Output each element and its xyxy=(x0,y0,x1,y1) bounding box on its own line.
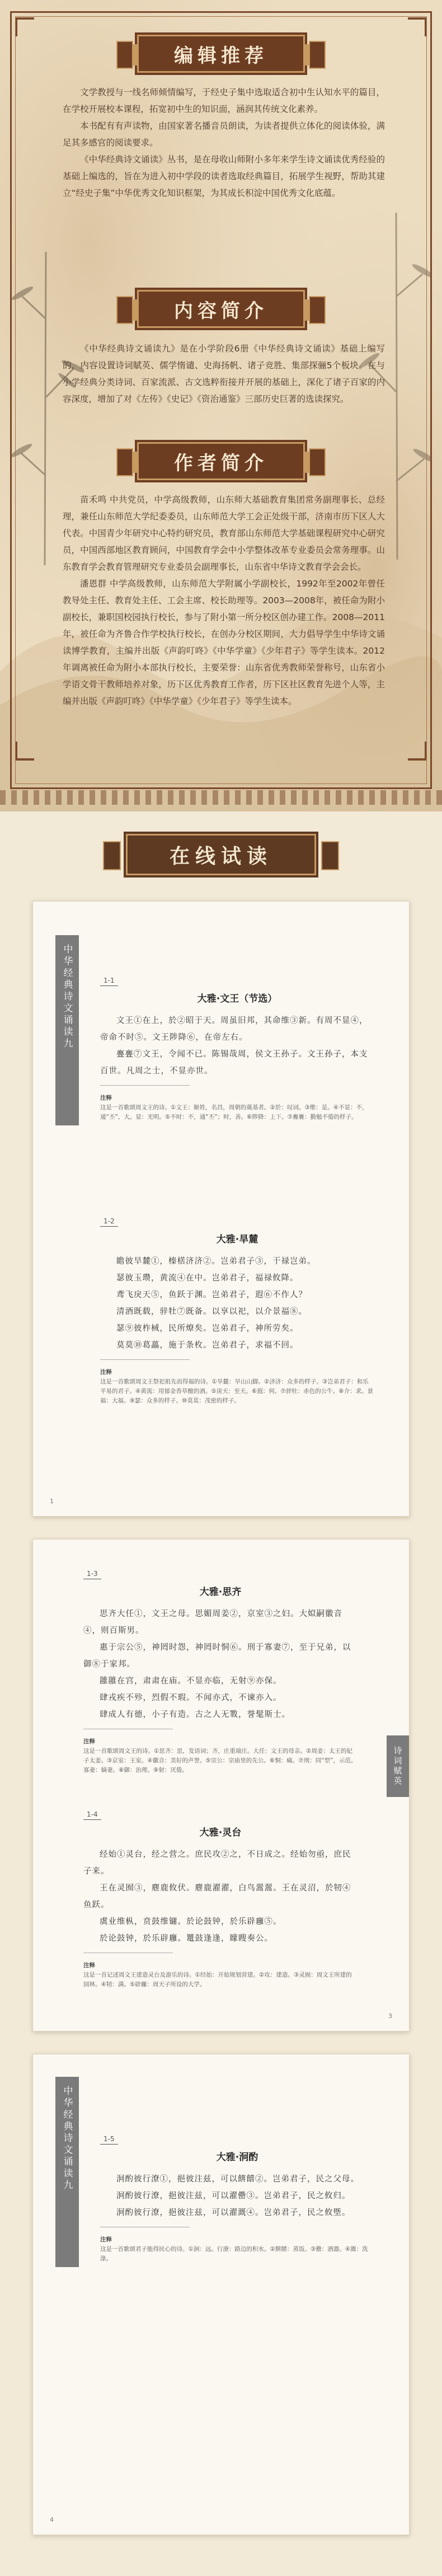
author-paragraph: 苗禾鸣 中共党员，中学高级教师，山东师大基础教育集团常务副理事长、总经理，兼任山东师范大学纪委委员，山东师范大学工会正处级干部，济南市历下区人大代表。中国青少年研究中心特约研究员，教育部山东师范大学基础课程研究中心研究员，中国西部地区教育顾问，中国教育学会中小学整体改革专业委员会常务理事。山东教育学会教育管理研究专业委员会副理事长，山东省中华诗文教育学会会长。 xyxy=(63,495,385,572)
frame-corner xyxy=(15,17,34,36)
poem-line: 虡业维枞，贲鼓维镛。於论鼓钟，於乐辟廱⑤。 xyxy=(100,1917,282,1926)
intro-section xyxy=(0,0,442,811)
poem-line: 清酒既载，骍牡⑦既备。以享以祀，以介景福⑧。 xyxy=(116,1307,307,1316)
chapter-side-tab xyxy=(55,2077,79,2267)
poem-line: 惠于宗公⑤，神罔时怨，神罔时恫⑥。刑于寡妻⑦，至于兄弟，以御⑧于家邦。 xyxy=(83,1643,351,1669)
content-intro-title: 内容简介 xyxy=(174,299,268,322)
poem-line: 瑟⑨彼柞棫，民所燎矣。岂弟君子，神所劳矣。 xyxy=(116,1324,299,1333)
page-number: 3 xyxy=(388,2012,392,2020)
note-divider xyxy=(100,1085,190,1086)
frame-corner xyxy=(408,742,427,761)
poem-block xyxy=(83,1808,358,1990)
editor-paragraph: 文学教授与一线名师倾情编写，于经史子集中选取适合初中生认知水平的篇目，在学校开展校本课程，拓宽初中生的知识面，涵润其传统文化素养。 xyxy=(63,87,385,114)
poem-title: 大雅·灵台 xyxy=(199,1827,242,1838)
editor-recommend-text xyxy=(63,84,385,201)
poem-line: 鸢飞戾天⑤，鱼跃于渊。岂弟君子，遐⑥不作人？ xyxy=(116,1291,307,1299)
online-reading-banner xyxy=(126,834,316,875)
notes-header: 注释 xyxy=(100,2236,112,2243)
side-tab-label: 诗词赋英 xyxy=(392,1746,403,1786)
poem-line: 肆成人有德，小子有造。古之人无斁，誉髦斯士。 xyxy=(100,1710,290,1719)
poem-line: 文王①在上，於②昭于天。周虽旧邦，其命维③新。有周不显④，帝命不时⑤。文王陟降⑥，在帝左右。 xyxy=(100,1016,368,1042)
poem-number: 1-2 xyxy=(100,1217,118,1227)
poem-block xyxy=(100,2133,374,2264)
poem-line: 亹亹⑦文王，令闻不已。陈锡哉周，侯文王孙子。文王孙子，本支百世。凡周之士，不显亦世。 xyxy=(100,1050,368,1076)
poem-line: 莫莫⑩葛藟，施于条枚。岂弟君子，求福不回。 xyxy=(116,1341,299,1350)
author-intro-title: 作者简介 xyxy=(174,452,268,475)
editor-recommend-banner xyxy=(137,35,305,73)
notes-header: 注释 xyxy=(100,1095,112,1101)
notes-text: 这是一首歌颂周文王的诗。①思齐：思，发语词；齐，庄重端庄。大任：文王的母亲。②周姜：太王的妃子太姜。③京室：王室。④徽音：美好的声誉。⑤宗公：宗庙里的先公。⑥恫：痛。⑦刑：同“型”，示范。寡妻：嫡妻。⑧御：治理。⑨射：厌倦。 xyxy=(83,1748,357,1773)
poem-line: 泂酌彼行潦①，挹彼注兹，可以餴饎②。岂弟君子，民之父母。 xyxy=(116,2175,359,2184)
poem-line: 肆戎疾不殄，烈假不瑕。不闻亦式，不谏亦入。 xyxy=(100,1693,282,1702)
author-intro-banner xyxy=(137,442,305,480)
poem-notes xyxy=(83,1961,358,1990)
online-reading-title: 在线试读 xyxy=(169,844,272,868)
frame-corner xyxy=(408,17,427,36)
notes-header: 注释 xyxy=(100,1369,112,1376)
poem-lines xyxy=(83,1846,358,1947)
section-divider xyxy=(0,790,442,805)
poem-lines xyxy=(83,1606,358,1723)
side-tab-label: 中华经典诗文诵读九 xyxy=(61,2086,73,2192)
poem-line: 经始①灵台，经之营之。庶民攻②之，不日成之。经始勿亟，庶民子来。 xyxy=(83,1850,351,1876)
poem-number: 1-4 xyxy=(83,1810,101,1820)
note-divider xyxy=(100,1359,190,1360)
notes-text: 这是一首歌颂周文王祭祀祖先而得福的诗。①旱麓：旱山山脚。②济济：众多的样子。③岂弟君子：和乐平易的君子。④黄流：用郁金香草酿的酒。⑤戾天：至天。⑥遐：何。⑦骍牡：赤色的公牛。⑧介：求。景福：大福。⑨瑟：众多的样子。⑩莫莫：茂密的样子。 xyxy=(100,1378,374,1404)
poem-line: 泂酌彼行潦，挹彼注兹，可以濯溉④。岂弟君子，民之攸塈。 xyxy=(116,2208,351,2217)
author-intro-text xyxy=(63,491,385,710)
notes-text: 这是一首歌颂周文王的诗。①文王：姬姓，名昌，周朝的奠基者。②於：叹词。③维：是。④不显：不，通“丕”，大。显：光明。⑤不时：不，通“丕”；时，善。⑥陟降：上下。⑦亹亹：勤勉不倦的样子。 xyxy=(100,1104,368,1120)
poem-lines xyxy=(100,1253,374,1354)
poem-notes xyxy=(83,1737,358,1775)
notes-text: 这是一首歌颂君子能得民心的诗。①泂：远。行潦：路边的积水。②餴饎：蒸饭。③罍：酒器。④溉：洗涤。 xyxy=(100,2246,368,2262)
poem-block xyxy=(100,974,374,1122)
poem-number: 1-5 xyxy=(100,2135,118,2145)
editor-paragraph: 本书配有有声读物，由国家著名播音员朗读，为读者提供立体化的阅读体验，满足其多感官的阅读要求。 xyxy=(63,121,385,148)
poem-line: 王在灵囿③，麀鹿攸伏。麀鹿濯濯，白鸟翯翯。王在灵沼，於牣④鱼跃。 xyxy=(83,1884,351,1909)
poem-title: 大雅·思齐 xyxy=(199,1587,242,1598)
notes-header: 注释 xyxy=(83,1738,95,1745)
notes-header: 注释 xyxy=(83,1962,95,1969)
book-page xyxy=(32,1539,410,2031)
poem-line: 於论鼓钟，於乐辟廱。鼍鼓逢逢，矇瞍奏公。 xyxy=(100,1934,273,1943)
poem-block xyxy=(83,1568,358,1775)
editor-paragraph: 《中华经典诗文诵读》丛书，是在母收山师附小多年来学生诗文诵读优秀经验的基础上编选的，旨在为进入初中学段的读者选取经典篇目，拓展学生视野，帮助其建立“经史子集”中华优秀文化知识框架，为其成长积淀中国优秀文化底蕴。 xyxy=(63,154,385,198)
book-page xyxy=(32,2054,410,2535)
poem-notes xyxy=(100,2235,374,2264)
poem-line: 雝雝在宫，肃肃在庙。不显亦临，无射⑨亦保。 xyxy=(100,1677,282,1686)
poem-notes xyxy=(100,1094,374,1122)
side-tab-label: 中华经典诗文诵读九 xyxy=(61,944,73,1050)
content-paragraph: 《中华经典诗文诵读九》是在小学阶段6册《中华经典诗文诵读》基础上编写的，内容设置诗词賦英、儒学惰谴、史海扬帆、诸子竞胜、集部探骊5个板块。在与小学经典分类诗词、百家流派、古文选粹衔接并开展的基础上，深化了诸子百家的内容深度，增加了对《左传》《史记》《资治通鉴》三部历史巨著的选读探究。 xyxy=(63,344,385,404)
chapter-side-tab xyxy=(55,935,79,1125)
poem-notes xyxy=(100,1368,374,1406)
poem-line: 瞻彼旱麓①，榛楛济济②。岂弟君子③，干禄岂弟。 xyxy=(116,1257,316,1266)
notes-text: 这是一首记述周文王建造灵台及游乐的诗。①经始：开始规划营建。②攻：建造。③灵囿：周文王所建的园林。④牣：满。⑤辟廱：周天子所设的大学。 xyxy=(83,1972,352,1988)
poem-title: 大雅·泂酌 xyxy=(216,2152,258,2163)
poem-lines xyxy=(100,1012,374,1080)
chapter-side-tab xyxy=(387,1735,409,1797)
online-reading-section xyxy=(0,811,442,2576)
poem-number: 1-1 xyxy=(100,977,118,986)
poem-title: 大雅·旱麓 xyxy=(216,1234,258,1245)
poem-block xyxy=(100,1215,374,1406)
author-paragraph: 潘恩群 中学高级教师，山东师范大学附属小学副校长，1992年至2002年曾任教导处主任、教育处主任、工会主席、校长助理等。2003—2008年，被任命为附小副校长，兼职国校园执行校长，参与了附小第一所分校区创办建工作。2008—2011年，被任命为齐鲁合作学校执行校长，在创办分校区期间，大力倡导学生中华诗文诵读博学教育，主编并出版《声韵叮咚》《中华学童》《少年君子》等学生读本。2012年调离被任命为附小本部执行校长，主要荣誉：山东省优秀教师荣誉称号，山东省小学语文骨干教师培养对象，历下区优秀教育工作者，历下区社区教育先进个人等，主编并出版《声韵叮咚》《中华学童》《少年君子》等学生读本。 xyxy=(63,579,385,706)
page-number: 1 xyxy=(50,1498,54,1505)
poem-line: 泂酌彼行潦，挹彼注兹，可以濯罍③。岂弟君子，民之攸归。 xyxy=(116,2192,351,2200)
poem-number: 1-3 xyxy=(83,1570,101,1579)
poem-title: 大雅·文王（节选） xyxy=(197,993,278,1005)
poem-line: 思齐大任①，文王之母。思媚周姜②，京室③之妇。大姒嗣徽音④，则百斯男。 xyxy=(83,1610,342,1635)
frame-corner xyxy=(15,742,34,761)
book-page xyxy=(32,901,410,1517)
poem-lines xyxy=(100,2171,374,2221)
poem-line: 瑟彼玉瓒，黄流④在中。岂弟君子，福禄攸降。 xyxy=(116,1274,299,1283)
content-intro-text xyxy=(63,340,385,407)
editor-recommend-title: 编辑推荐 xyxy=(174,44,268,67)
content-intro-banner xyxy=(137,290,305,328)
page-number: 4 xyxy=(50,2516,54,2523)
